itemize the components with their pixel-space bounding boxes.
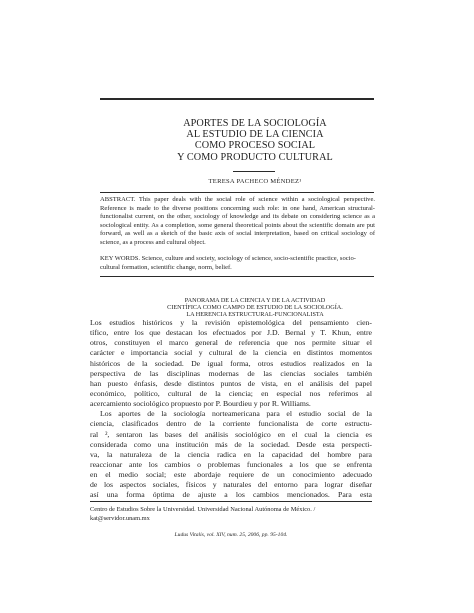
body-line: ciencia, clasificados dentro de la corriente funcionalista de corte estructu- [90,419,372,429]
abstract: ABSTRACT. This paper deals with the social role of science within a sociological perspective. Reference is made to the diverse positions concerning such role: in one hand, American structural-functionalist current, on the other, sociology of knowledge and its debate on considering science as a sociological entity. As a completion, some general theoretical points about the scientific domain are put forward, as well as a sketch of the basic axis of social interpretation, based on critical sociology of science, as a process and cultural object. [100,196,375,246]
body-line: Los estudios históricos y la revisión epistemológica del pensamiento cien- [90,318,372,327]
article-title [150,118,360,163]
title-line-3: COMO PROCESO SOCIAL [194,140,316,152]
keywords: KEY WORDS. Science, culture and society, sociology of science, socio-scientific practice, socio-cultural formation, scientific change, norm, belief. [100,255,356,271]
journal-citation: Ludus Vitalis, vol. XIV, num. 25, 2006, pp. 95-104. [174,532,288,538]
footnote: Centro de Estudios Sobre la Universidad. Universidad Nacional Autónoma de México. / kat@servidor.unam.mx [90,506,316,522]
body-line: ral ², sentaron las bases del análisis sociológico en el cual la ciencia es [90,429,372,439]
body-line: han puesto énfasis, desde distintos puntos de vista, en el análisis del papel [90,378,372,388]
top-rule [100,98,374,100]
body-line: va, la naturaleza de la ciencia radica en la capacidad del hombre para [90,449,372,459]
body-line: Los aportes de la sociología norteamericana para el estudio social de la [100,409,372,419]
body-line: tífico, entre los que destacan los efectuados por J.D. Bernal y T. Khun, entre [90,328,372,338]
body-line: así una forma óptima de ajuste a los cambios mencionados. Para esta [90,490,372,500]
body-line: otros, constituyen el marco general de referencia que nos permite situar el [90,338,372,348]
section-heading [150,298,360,319]
body-line: perspectiva de las disciplinas modernas de las ciencias sociales también [90,368,372,378]
body-line: de los aspectos sociales, físicos y naturales del entorno para lograr diseñar [90,480,372,490]
body-line: históricos de la sociedad. De igual forma, otros estudios realizados en la [90,358,372,368]
body-line: reaccionar ante los cambios o problemas funcionales a los que se enfrenta [90,459,372,469]
section-line-2: CIENTÍFICA COMO CAMPO DE ESTUDIO DE LA SOCIOLOGÍA. [167,303,343,311]
body-line: económico, político, cultural de la ciencia; en especial nos referimos al [90,388,372,398]
section-line-1: PANORAMA DE LA CIENCIA Y DE LA ACTIVIDAD [184,297,326,304]
title-divider [233,171,275,172]
body-line: en el medio social; este abordaje requiere de un conocimiento adecuado [90,470,372,480]
body-line: acercamiento sociológico propuesto por P. Bourdieu y por R. Williams. [90,399,311,409]
keywords-rule [100,276,374,277]
title-line-2: AL ESTUDIO DE LA CIENCIA [186,129,324,141]
title-line-1: APORTES DE LA SOCIOLOGÍA [183,118,327,129]
section-line-3: LA HERENCIA ESTRUCTURAL-FUNCIONALISTA [186,310,324,318]
author-name: TERESA PACHECO MÉNDEZ¹ [208,178,302,185]
footnote-rule [90,501,372,502]
title-line-4: Y COMO PRODUCTO CULTURAL [177,151,333,163]
body-text [90,318,372,501]
abstract-rule [100,192,374,193]
body-line: considerada como una institución más de la sociedad. Desde esta perspecti- [90,439,372,449]
body-line: carácter e importancia social y cultural de la ciencia en distintos momentos [90,348,372,358]
